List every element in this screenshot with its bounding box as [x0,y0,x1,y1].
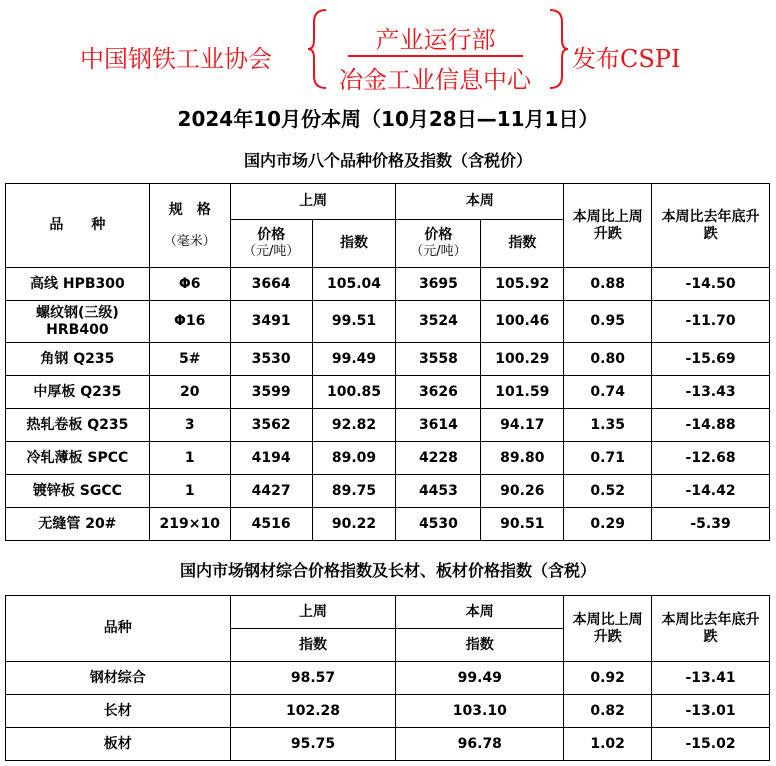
cell-ytd: -13.43 [652,376,770,409]
cell-li: 100.85 [312,376,396,409]
cell-ytd: -13.01 [652,695,770,728]
cell-lp: 3530 [230,343,312,376]
table2-subtitle: 国内市场钢材综合价格指数及长材、板材价格指数（含税） [179,561,596,580]
variety-name: 高线 HPB300 [30,275,125,292]
right-brace-icon [548,8,570,90]
cell-ti: 99.49 [396,662,564,695]
header-variety: 品 种 [6,184,150,268]
header-last-price [230,220,312,268]
cell-tp: 3558 [396,343,481,376]
cell-ti: 105.92 [481,268,564,301]
table-row [6,442,770,475]
cell-variety [6,475,150,508]
header-price-unit: （元/吨） [410,244,467,260]
publisher-header [0,8,776,94]
cell-tp: 4530 [396,508,481,541]
cell-li: 102.28 [230,695,396,728]
cell-name: 长材 [6,695,231,728]
header-last-week: 上周 [230,184,396,220]
variety-grade: HRB400 [46,321,109,338]
cell-li: 99.51 [312,301,396,343]
table-row [6,343,770,376]
cell-ytd: -15.69 [652,343,770,376]
header-ytd: 本周比去年底升跌 [652,596,770,662]
cell-spec: 5# [149,343,230,376]
cell-li: 105.04 [312,268,396,301]
header-this-price [396,220,481,268]
header-left-text: 中国钢铁工业协会 [80,45,272,73]
variety-name: 中厚板 Q235 [33,383,122,400]
cell-wow: 0.29 [564,508,652,541]
header-price-label: 价格 [257,226,286,243]
table-row [6,376,770,409]
cell-li: 98.57 [230,662,396,695]
cell-wow: 1.35 [564,409,652,442]
variety-name: 热轧卷板 Q235 [26,416,129,433]
cell-wow: 0.71 [564,442,652,475]
table-row [6,508,770,541]
header-this-index: 指数 [396,629,564,662]
cell-tp: 3626 [396,376,481,409]
cell-variety [6,301,150,343]
cell-li: 99.49 [312,343,396,376]
cell-variety [6,343,150,376]
cell-name: 钢材综合 [6,662,231,695]
cell-lp: 4516 [230,508,312,541]
cell-name: 板材 [6,728,231,761]
cell-lp: 3664 [230,268,312,301]
header-spec-label: 规 格 [168,201,211,218]
table-row [6,301,770,343]
cell-li: 90.22 [312,508,396,541]
cell-tp: 3695 [396,268,481,301]
variety-name: 无缝管 20# [38,515,117,532]
cell-wow: 0.74 [564,376,652,409]
cell-ti: 89.80 [481,442,564,475]
header-top-text: 产业运行部 [375,26,496,54]
cell-wow: 0.52 [564,475,652,508]
cell-variety [6,376,150,409]
table-row [6,728,770,761]
cell-wow: 0.95 [564,301,652,343]
cell-tp: 4453 [396,475,481,508]
table-row [6,268,770,301]
cell-ti: 100.29 [481,343,564,376]
cell-wow: 1.02 [564,728,652,761]
cell-wow: 0.92 [564,662,652,695]
eight-variety-price-table [5,183,770,541]
variety-name: 冷轧薄板 SPCC [26,449,129,466]
cell-ytd: -12.68 [652,442,770,475]
cell-variety [6,442,150,475]
cell-wow: 0.88 [564,268,652,301]
cell-spec: 20 [149,376,230,409]
cell-ytd: -14.88 [652,409,770,442]
header-this-week: 本周 [396,596,564,629]
cell-li: 95.75 [230,728,396,761]
cell-ti: 94.17 [481,409,564,442]
header-wow: 本周比上周升跌 [564,184,652,268]
cell-li: 89.09 [312,442,396,475]
cell-li: 92.82 [312,409,396,442]
header-spec-unit: （毫米） [163,233,216,249]
header-ytd: 本周比去年底升跌 [652,184,770,268]
cell-spec: 1 [149,442,230,475]
cell-tp: 4228 [396,442,481,475]
cell-ti: 90.51 [481,508,564,541]
cell-ti: 101.59 [481,376,564,409]
cell-tp: 3614 [396,409,481,442]
cell-ytd: -15.02 [652,728,770,761]
header-last-index: 指数 [312,220,396,268]
cell-lp: 3599 [230,376,312,409]
table-row [6,409,770,442]
cell-lp: 3491 [230,301,312,343]
header-right-text: 发布CSPI [572,45,681,73]
cell-ytd: -13.41 [652,662,770,695]
cell-spec: 3 [149,409,230,442]
cell-lp: 3562 [230,409,312,442]
table-row [6,662,770,695]
variety-name: 镀锌板 SGCC [32,482,122,499]
cell-variety [6,508,150,541]
header-this-index: 指数 [481,220,564,268]
header-last-week: 上周 [230,596,396,629]
header-spec [149,184,230,268]
cell-lp: 4427 [230,475,312,508]
cell-spec: Φ6 [149,268,230,301]
cell-tp: 3524 [396,301,481,343]
header-wow: 本周比上周升跌 [564,596,652,662]
cell-spec: Φ16 [149,301,230,343]
header-this-week: 本周 [396,184,564,220]
composite-index-table [5,595,770,761]
cell-ti: 100.46 [481,301,564,343]
cell-ytd: -11.70 [652,301,770,343]
cell-ti: 90.26 [481,475,564,508]
cell-wow: 0.80 [564,343,652,376]
cell-spec: 1 [149,475,230,508]
cell-ti: 103.10 [396,695,564,728]
cell-ytd: -5.39 [652,508,770,541]
header-last-index: 指数 [230,629,396,662]
cell-spec: 219×10 [149,508,230,541]
header-price-label: 价格 [424,226,453,243]
cell-li: 89.75 [312,475,396,508]
cell-ti: 96.78 [396,728,564,761]
table1-subtitle: 国内市场八个品种价格及指数（含税价） [243,151,532,170]
cell-variety [6,268,150,301]
cell-ytd: -14.50 [652,268,770,301]
table-row [6,475,770,508]
variety-name: 螺纹钢(三级) [35,305,119,322]
header-bottom-text: 冶金工业信息中心 [339,66,531,94]
cell-variety [6,409,150,442]
header-variety: 品种 [6,596,231,662]
header-divider [348,55,523,57]
header-price-unit: （元/吨） [242,244,300,260]
table-row [6,695,770,728]
cell-lp: 4194 [230,442,312,475]
cell-ytd: -14.42 [652,475,770,508]
cell-wow: 0.82 [564,695,652,728]
variety-name: 角钢 Q235 [40,350,115,367]
report-title: 2024年10月份本周（10月28日—11月1日） [177,107,599,131]
